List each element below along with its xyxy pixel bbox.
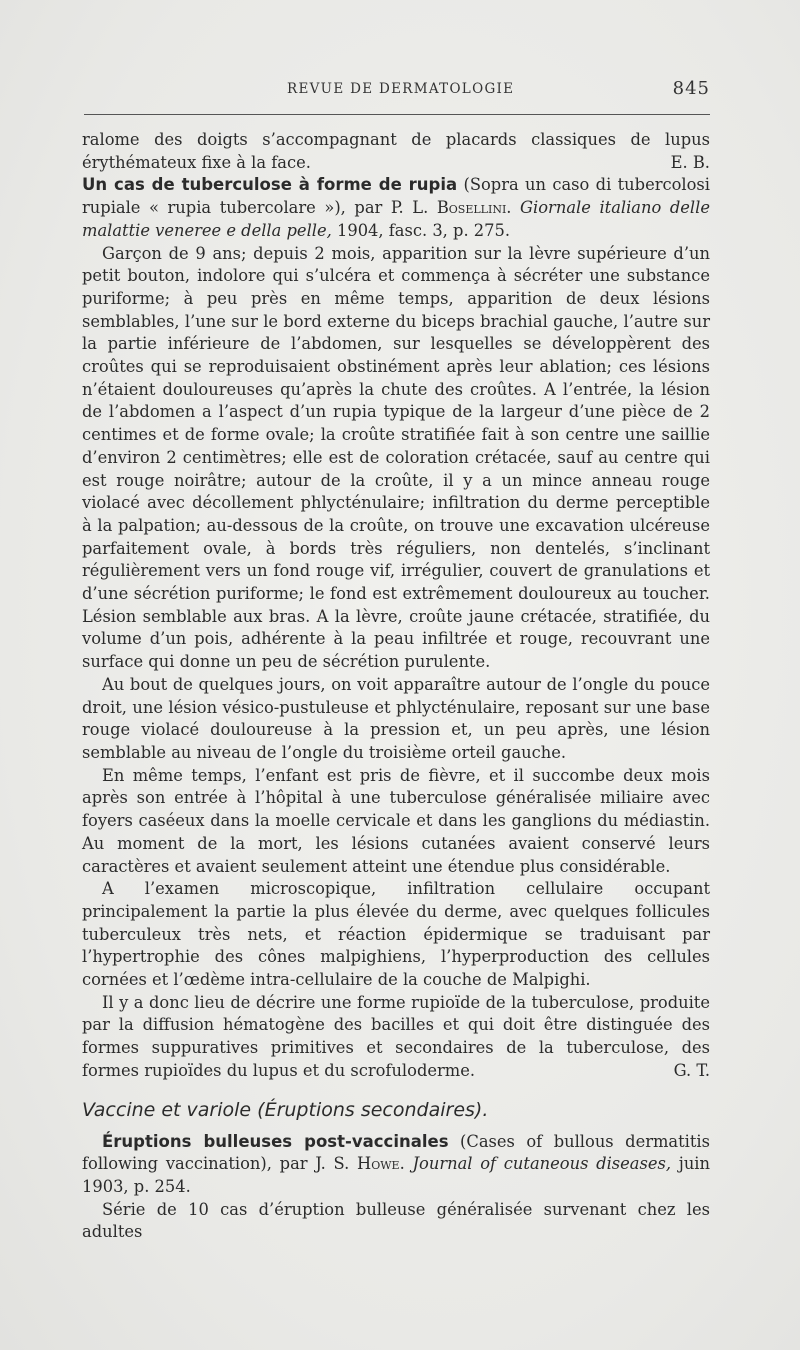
section-heading-main: Vaccine et variole (: [82, 1098, 265, 1121]
article-paragraph: En même temps, l’enfant est pris de fièvre, et il succombe deux mois après son entrée à l’hôpital à une tuberculose généralisée miliaire avec foyers caséeux dans la moelle cervicale et dans les ganglions du médiastin. Au moment de la mort, les lésions cutanées avaient conservé leurs caractères et avaient seulement atteint une étendue plus considérable.: [82, 765, 710, 876]
section-heading-end: ).: [474, 1098, 489, 1121]
article-citation: juin 1903, p. 254.: [82, 1154, 710, 1196]
page-header: [82, 78, 710, 102]
article-citation: 1904, fasc. 3, p. 275.: [336, 220, 511, 240]
article-title: Éruptions bulleuses post-vaccinales: [102, 1131, 449, 1151]
section-heading: [82, 1097, 710, 1123]
article-title: Un cas de tuberculose à forme de rupia: [82, 175, 458, 195]
page-body: [82, 129, 710, 1244]
article-journal: Giornale italiano delle malattie veneree e della pelle,: [82, 198, 710, 240]
article-subtitle: (Sopra un caso di tubercolosi rupiale « rupia tubercolare »), par P. L.: [82, 175, 710, 218]
article-journal: Journal of cutaneous diseases,: [412, 1154, 672, 1174]
page-number: 845: [672, 78, 710, 99]
article-author: Bosellini.: [436, 198, 512, 218]
paragraph-text: Il y a donc lieu de décrire une forme rupioïde de la tuberculose, produite par la diffusion hématogène des bacilles et qui doit être distinguée des formes suppuratives primitives et secondaires de la tuberculose, des formes rupioïdes du lupus et du scrofuloderme.: [82, 992, 710, 1080]
paragraph-text: ralome des doigts s’accompagnant de placards classiques de lupus érythémateux fixe à la face.: [82, 130, 710, 172]
article-paragraph: Garçon de 9 ans; depuis 2 mois, apparition sur la lèvre supérieure d’un petit bouton, indolore qui s’ulcéra et commença à sécréter une substance puriforme; à peu près en même temps, apparition de deux lésions semblables, l’une sur le bord externe du biceps brachial gauche, l’autre sur la partie inférieure de l’abdomen, sur lesquelles se développèrent des croûtes qui se reproduisaient obstinément après leur ablation; ces lésions n’étaient douloureuses qu’après la chute des croûtes. A l’entrée, la lésion de l’abdomen a l’aspect d’un rupia typique de la largeur d’une pièce de 2 centimes et de forme ovale; la croûte stratifiée fait à son centre une saillie d’environ 2 centimètres; elle est de coloration crétacée, sauf au centre qui est rouge noirâtre; autour de la croûte, il y a un mince anneau rouge violacé avec décollement phlycténulaire; infiltration du derme perceptible à la palpation; au-dessous de la croûte, on trouve une excavation ulcéreuse parfaitement ovale, à bords très réguliers, non dentelés, s’inclinant régulièrement vers un fond rouge vif, irrégulier, couvert de granulations et d’une sécrétion puriforme; le fond est extrêmement douloureux au toucher. Lésion semblable aux bras. A la lèvre, croûte jaune crétacée, stratifiée, du volume d’un pois, adhérente à la peau infiltrée et rouge, recouvrant une surface qui donne un peu de sécrétion purulente.: [82, 243, 710, 672]
article-heading: [82, 1131, 710, 1199]
signature: E. B.: [670, 152, 710, 172]
section-heading-sub: Éruptions secondaires: [264, 1098, 475, 1121]
header-rule: [84, 114, 710, 115]
article-paragraph-final: [82, 992, 710, 1083]
running-title: REVUE DE DERMATOLOGIE: [287, 81, 515, 97]
paragraph-continued: [82, 129, 710, 174]
article-paragraph: Série de 10 cas d’éruption bulleuse généralisée survenant chez les adultes: [82, 1199, 710, 1242]
article-heading: [82, 174, 710, 242]
article-paragraph: A l’examen microscopique, infiltration cellulaire occupant principalement la partie la plus élevée du derme, avec quelques follicules tuberculeux très nets, et réaction épidermique se traduisant par l’hypertrophie des cônes malpighiens, l’hyperproduction des cellules cornées et l’œdème intra-cellulaire de la couche de Malpighi.: [82, 879, 710, 990]
article-subtitle: (Cases of bullous dermatitis following vaccination), par J. S.: [82, 1131, 710, 1174]
signature: G. T.: [673, 1060, 710, 1080]
article-paragraph: Au bout de quelques jours, on voit apparaître autour de l’ongle du pouce droit, une lésion vésico-pustuleuse et phlycténulaire, reposant sur une base rouge violacé douloureuse à la pression et, un peu après, une lésion semblable au niveau de l’ongle du troisième orteil gauche.: [82, 674, 710, 762]
article-author: Howe.: [357, 1154, 405, 1174]
